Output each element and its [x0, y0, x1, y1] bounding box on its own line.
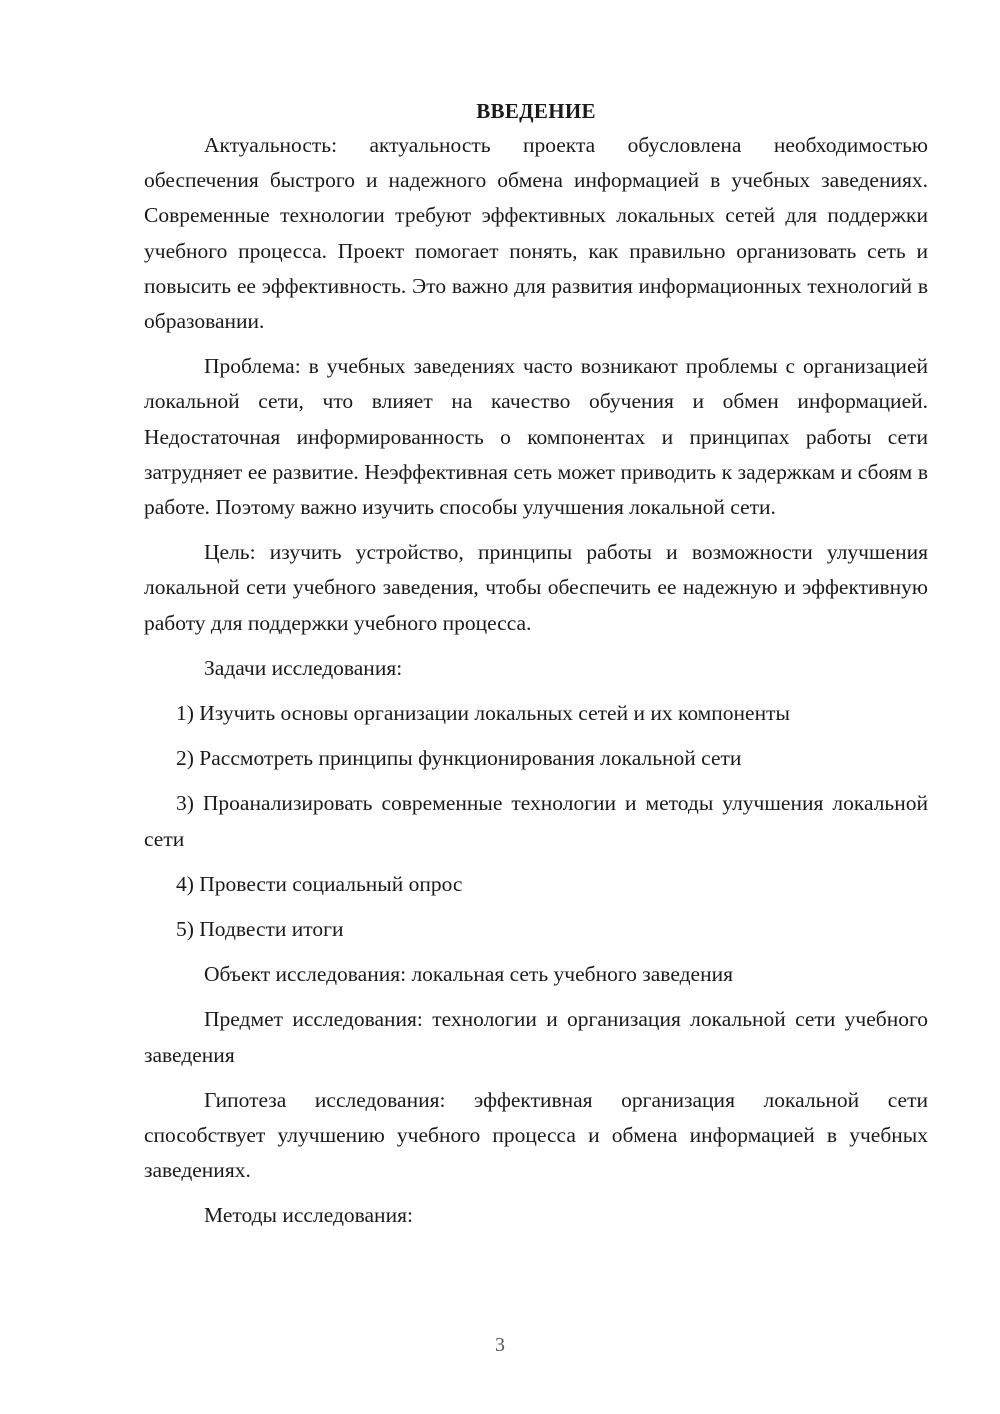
paragraph-hypothesis: Гипотеза исследования: эффективная организация локальной сети способствует улучшению учебного процесса и обмена информацией в учебных заведениях.	[144, 1087, 928, 1183]
page-number: 3	[495, 1334, 505, 1356]
paragraph-problem: Проблема: в учебных заведениях часто возникают проблемы с организацией локальной сети, что влияет на качество обучения и обмен информацией. Недостаточная информированность о компонентах и принципах работы сети затрудняет ее развитие. Неэффективная сеть может приводить к задержкам и сбоям в работе. Поэтому важно изучить способы улучшения локальной сети.	[144, 354, 928, 520]
document-page	[144, 96, 928, 1244]
paragraph-object: Объект исследования: локальная сеть учебного заведения	[204, 962, 733, 987]
task-item-4: 4) Провести социальный опрос	[176, 871, 463, 896]
methods-heading: Методы исследования:	[204, 1203, 413, 1228]
paragraph-relevance: Актуальность: актуальность проекта обусловлена необходимостью обеспечения быстрого и надежного обмена информацией в учебных заведениях. Современные технологии требуют эффективных локальных сетей для поддержки учебного процесса. Проект помогает понять, как правильно организовать сеть и повысить ее эффективность. Это важно для развития информационных технологий в образовании.	[144, 133, 928, 334]
section-title: ВВЕДЕНИЕ	[476, 99, 596, 123]
tasks-heading: Задачи исследования:	[204, 655, 403, 680]
paragraph-subject: Предмет исследования: технологии и организация локальной сети учебного заведения	[144, 1007, 928, 1067]
task-item-2: 2) Рассмотреть принципы функционирования локальной сети	[176, 746, 742, 771]
task-item-5: 5) Подвести итоги	[176, 917, 344, 942]
task-item-1: 1) Изучить основы организации локальных сетей и их компоненты	[176, 701, 790, 726]
task-item-3: 3) Проанализировать современные технологии и методы улучшения локальной сети	[144, 791, 928, 851]
paragraph-goal: Цель: изучить устройство, принципы работы и возможности улучшения локальной сети учебного заведения, чтобы обеспечить ее надежную и эффективную работу для поддержки учебного процесса.	[144, 540, 928, 635]
